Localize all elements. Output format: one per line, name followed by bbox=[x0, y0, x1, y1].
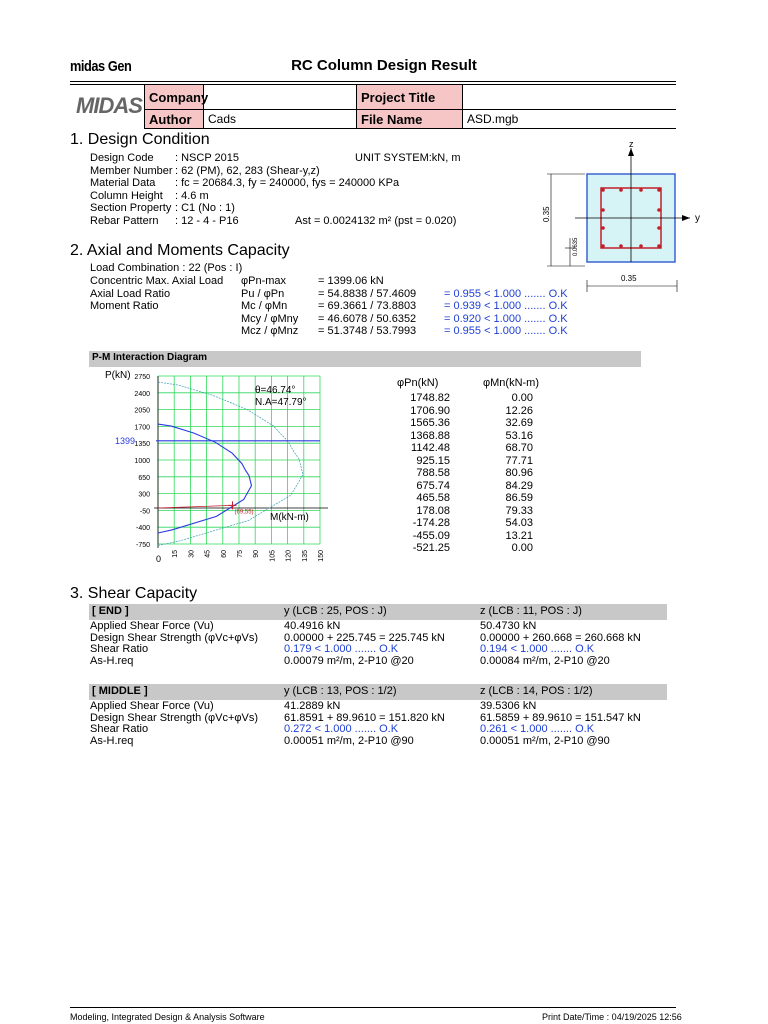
x-tick-label: 120 bbox=[285, 550, 293, 562]
header-rule bbox=[70, 81, 676, 82]
y-axis-label: y bbox=[695, 213, 700, 224]
axial-row-symbol: Mcy / φMny bbox=[241, 312, 299, 325]
phi-mn-cell: 54.03 bbox=[505, 517, 533, 529]
design-condition-value: : 62 (PM), 62, 283 (Shear-y,z) bbox=[175, 164, 320, 177]
x-tick-label: 30 bbox=[188, 550, 196, 558]
y-tick-label: 2400 bbox=[134, 390, 150, 398]
project-title-label: Project Title bbox=[356, 84, 463, 110]
shear-row-z: 0.00000 + 260.668 = 260.668 kN bbox=[480, 631, 641, 644]
rebar bbox=[601, 208, 605, 212]
phi-pn-cell: 675.74 bbox=[416, 479, 450, 492]
shear-z-header: z (LCB : 14, POS : 1/2) bbox=[480, 685, 593, 697]
phi-pn-cell: -521.25 bbox=[412, 542, 450, 554]
y-tick-label: -400 bbox=[135, 525, 150, 533]
shear-row-y: 0.179 < 1.000 ....... O.K bbox=[284, 643, 399, 655]
phi-pn-cell: 178.08 bbox=[416, 504, 450, 517]
phi-mn-cell: 86.59 bbox=[505, 492, 533, 504]
shear-row-y: 0.00000 + 225.745 = 225.745 kN bbox=[284, 631, 445, 644]
footer-rule bbox=[70, 1007, 676, 1008]
pm-x-ticks bbox=[172, 550, 325, 562]
axial-row-label: Concentric Max. Axial Load bbox=[90, 275, 224, 287]
rebar bbox=[619, 244, 623, 248]
z-axis-label: z bbox=[629, 139, 634, 149]
shear-row-label: Shear Ratio bbox=[90, 643, 149, 655]
design-point-label: (69,55) bbox=[234, 509, 254, 516]
design-condition-value: : fc = 20684.3, fy = 240000, fys = 240000 KPa bbox=[175, 177, 400, 190]
x-tick-label: 90 bbox=[253, 550, 261, 558]
shear-block-title: [ MIDDLE ] bbox=[92, 685, 148, 697]
shear-row-label: Applied Shear Force (Vu) bbox=[90, 620, 214, 632]
shear-z-header: z (LCB : 11, POS : J) bbox=[480, 605, 582, 617]
shear-y-header: y (LCB : 25, POS : J) bbox=[284, 605, 387, 617]
cover-dimension: 0.0635 bbox=[573, 237, 579, 256]
x-tick-label: 45 bbox=[204, 550, 212, 558]
axial-row-value: = 51.3748 / 53.7993 bbox=[318, 325, 417, 338]
rebar bbox=[639, 244, 643, 248]
rebar bbox=[601, 244, 605, 248]
ast-value: Ast = 0.0024132 m² (pst = 0.020) bbox=[295, 215, 457, 227]
phi-pn-cell: 1748.82 bbox=[410, 392, 450, 404]
x-tick-label: 150 bbox=[318, 550, 325, 562]
shear-row-z: 39.5306 kN bbox=[480, 700, 537, 712]
shear-row-z: 50.4730 kN bbox=[480, 620, 537, 632]
axial-row-symbol: Mcz / φMnz bbox=[241, 325, 299, 338]
shear-block-title: [ END ] bbox=[92, 605, 129, 617]
load-combination: Load Combination : 22 (Pos : I) bbox=[90, 262, 243, 274]
rebar bbox=[657, 208, 661, 212]
theta-label: θ=46.74° bbox=[255, 385, 296, 396]
rebar bbox=[601, 188, 605, 192]
col-phi-mn-header: φMn(kN-m) bbox=[483, 377, 540, 389]
company-value bbox=[203, 84, 357, 110]
width-dimension: 0.35 bbox=[621, 274, 637, 283]
x-tick-label: 15 bbox=[172, 550, 180, 558]
design-condition-label: Material Data bbox=[90, 177, 156, 190]
y-tick-label: 2050 bbox=[134, 407, 150, 415]
y-tick-label: 2750 bbox=[134, 374, 150, 381]
phi-pn-cell: -174.28 bbox=[412, 517, 450, 529]
phi-mn-cell: 53.16 bbox=[505, 429, 533, 442]
axial-row-value: = 69.3661 / 73.8803 bbox=[318, 300, 417, 313]
design-condition-value: : 4.6 m bbox=[175, 189, 209, 202]
phi-mn-cell: 68.70 bbox=[505, 442, 533, 454]
phi-mn-cell: 0.00 bbox=[511, 542, 533, 554]
shear-row-y: 41.2889 kN bbox=[284, 700, 341, 712]
phi-pn-cell: 1142.48 bbox=[411, 442, 450, 454]
page-title: RC Column Design Result bbox=[291, 57, 477, 74]
shear-row-z: 0.00051 m²/m, 2-P10 @90 bbox=[480, 734, 610, 747]
design-condition-value: : 12 - 4 - P16 bbox=[175, 215, 239, 227]
phi-mn-cell: 80.96 bbox=[505, 467, 533, 479]
midas-logo: MIDAS bbox=[76, 93, 142, 118]
x-tick-label: 135 bbox=[301, 550, 309, 562]
phi-pn-cell: 465.58 bbox=[416, 492, 450, 504]
axial-row-value: = 54.8838 / 57.4609 bbox=[318, 287, 417, 300]
design-condition-label: Design Code bbox=[90, 152, 154, 164]
axial-row-symbol: φPn-max bbox=[241, 275, 287, 287]
zero-label: 0 bbox=[156, 554, 162, 563]
y-axis-arrow bbox=[682, 215, 690, 221]
phi-pn-cell: -455.09 bbox=[412, 529, 450, 542]
axial-row-value: = 1399.06 kN bbox=[318, 275, 384, 287]
pm-y-ticks bbox=[134, 374, 150, 549]
axial-row-check: = 0.920 < 1.000 ....... O.K bbox=[444, 312, 568, 325]
design-condition-label: Section Property bbox=[90, 202, 172, 215]
shear-row-label: Applied Shear Force (Vu) bbox=[90, 700, 214, 712]
design-condition-value: : NSCP 2015 bbox=[175, 152, 240, 164]
pm-interaction-chart bbox=[100, 368, 335, 563]
shear-row-label: Shear Ratio bbox=[90, 723, 149, 735]
footer-right: Print Date/Time : 04/19/2025 12:56 bbox=[542, 1012, 682, 1022]
axial-row-check: = 0.955 < 1.000 ....... O.K bbox=[444, 287, 568, 300]
p-axis-label: P(kN) bbox=[105, 370, 131, 381]
shear-row-z: 0.194 < 1.000 ....... O.K bbox=[480, 643, 595, 655]
file-name-value: ASD.mgb bbox=[462, 109, 676, 129]
section-axial-moments: 2. Axial and Moments Capacity bbox=[70, 242, 290, 259]
phi-mn-cell: 12.26 bbox=[505, 404, 533, 417]
phi-mn-cell: 0.00 bbox=[511, 392, 533, 404]
phi-mn-cell: 77.71 bbox=[505, 454, 533, 467]
shear-row-y: 0.272 < 1.000 ....... O.K bbox=[284, 723, 399, 735]
brand-name: midas Gen bbox=[70, 58, 132, 75]
unit-system: UNIT SYSTEM:kN, m bbox=[355, 152, 461, 164]
phi-pn-cell: 1706.90 bbox=[410, 404, 450, 417]
phi-mn-cell: 13.21 bbox=[505, 529, 533, 542]
design-condition-value: : C1 (No : 1) bbox=[175, 202, 235, 215]
phi-mn-cell: 84.29 bbox=[505, 479, 533, 492]
shear-row-label: As-H.req bbox=[90, 654, 134, 667]
footer-left: Modeling, Integrated Design & Analysis Software bbox=[70, 1012, 265, 1022]
shear-row-y: 0.00051 m²/m, 2-P10 @90 bbox=[284, 734, 414, 747]
col-phi-pn-header: φPn(kN) bbox=[397, 377, 439, 389]
y-tick-label: 650 bbox=[138, 474, 150, 482]
axial-row-label: Moment Ratio bbox=[90, 300, 159, 313]
axial-row-check: = 0.955 < 1.000 ....... O.K bbox=[444, 325, 568, 338]
y-tick-label: 300 bbox=[138, 491, 150, 499]
y-tick-label: 1350 bbox=[134, 441, 150, 449]
axial-row-value: = 46.6078 / 50.6352 bbox=[318, 312, 417, 325]
section-shear-capacity: 3. Shear Capacity bbox=[70, 585, 198, 602]
x-tick-label: 75 bbox=[237, 550, 244, 558]
rebar bbox=[601, 226, 605, 230]
axial-row-check: = 0.939 < 1.000 ....... O.K bbox=[444, 300, 568, 313]
pmax-label: 1399 bbox=[115, 435, 136, 446]
author-label: Author bbox=[144, 109, 204, 129]
rebar bbox=[657, 226, 661, 230]
phi-pn-cell: 1368.88 bbox=[410, 429, 450, 442]
design-condition-label: Column Height bbox=[90, 189, 163, 202]
m-axis-label: M(kN-m) bbox=[270, 512, 309, 523]
phi-pn-cell: 925.15 bbox=[416, 454, 450, 467]
shear-row-label: Design Shear Strength (φVc+φVs) bbox=[90, 711, 259, 724]
shear-row-y: 61.8591 + 89.9610 = 151.820 kN bbox=[284, 711, 445, 724]
shear-row-z: 0.261 < 1.000 ....... O.K bbox=[480, 723, 595, 735]
shear-y-header: y (LCB : 13, POS : 1/2) bbox=[284, 685, 397, 697]
y-tick-label: -750 bbox=[135, 542, 150, 549]
file-name-label: File Name bbox=[356, 109, 463, 129]
project-title-value bbox=[462, 84, 676, 110]
y-tick-label: 1700 bbox=[134, 424, 150, 432]
design-condition-label: Rebar Pattern bbox=[90, 215, 159, 227]
rebar bbox=[619, 188, 623, 192]
column-section-drawing bbox=[535, 138, 705, 293]
rebar bbox=[639, 188, 643, 192]
x-tick-label: 60 bbox=[220, 550, 228, 558]
height-dimension: 0.35 bbox=[542, 206, 551, 222]
phi-mn-cell: 32.69 bbox=[505, 417, 533, 429]
shear-row-label: As-H.req bbox=[90, 734, 134, 747]
design-condition-label: Member Number bbox=[90, 164, 173, 177]
section-design-condition: 1. Design Condition bbox=[70, 131, 210, 148]
pm-diagram-title: P-M Interaction Diagram bbox=[92, 352, 208, 363]
shear-row-z: 61.5859 + 89.9610 = 151.547 kN bbox=[480, 711, 641, 724]
phi-mn-cell: 79.33 bbox=[505, 504, 533, 517]
shear-row-z: 0.00084 m²/m, 2-P10 @20 bbox=[480, 654, 610, 667]
author-value: Cads bbox=[203, 109, 357, 129]
y-tick-label: 1000 bbox=[134, 458, 150, 465]
y-tick-label: -50 bbox=[139, 508, 150, 516]
z-axis-arrow bbox=[628, 148, 634, 156]
axial-row-label: Axial Load Ratio bbox=[90, 287, 171, 300]
rebar bbox=[657, 244, 661, 248]
na-label: N.A=47.79° bbox=[255, 397, 307, 408]
phi-pn-cell: 788.58 bbox=[416, 467, 450, 479]
shear-row-y: 40.4916 kN bbox=[284, 620, 341, 632]
x-tick-label: 105 bbox=[269, 550, 277, 562]
company-label: Company bbox=[144, 84, 204, 110]
shear-row-label: Design Shear Strength (φVc+φVs) bbox=[90, 631, 259, 644]
axial-row-symbol: Mc / φMn bbox=[241, 300, 288, 313]
axial-row-symbol: Pu / φPn bbox=[241, 287, 285, 300]
rebar bbox=[657, 188, 661, 192]
shear-row-y: 0.00079 m²/m, 2-P10 @20 bbox=[284, 654, 414, 667]
phi-pn-cell: 1565.36 bbox=[410, 417, 450, 429]
